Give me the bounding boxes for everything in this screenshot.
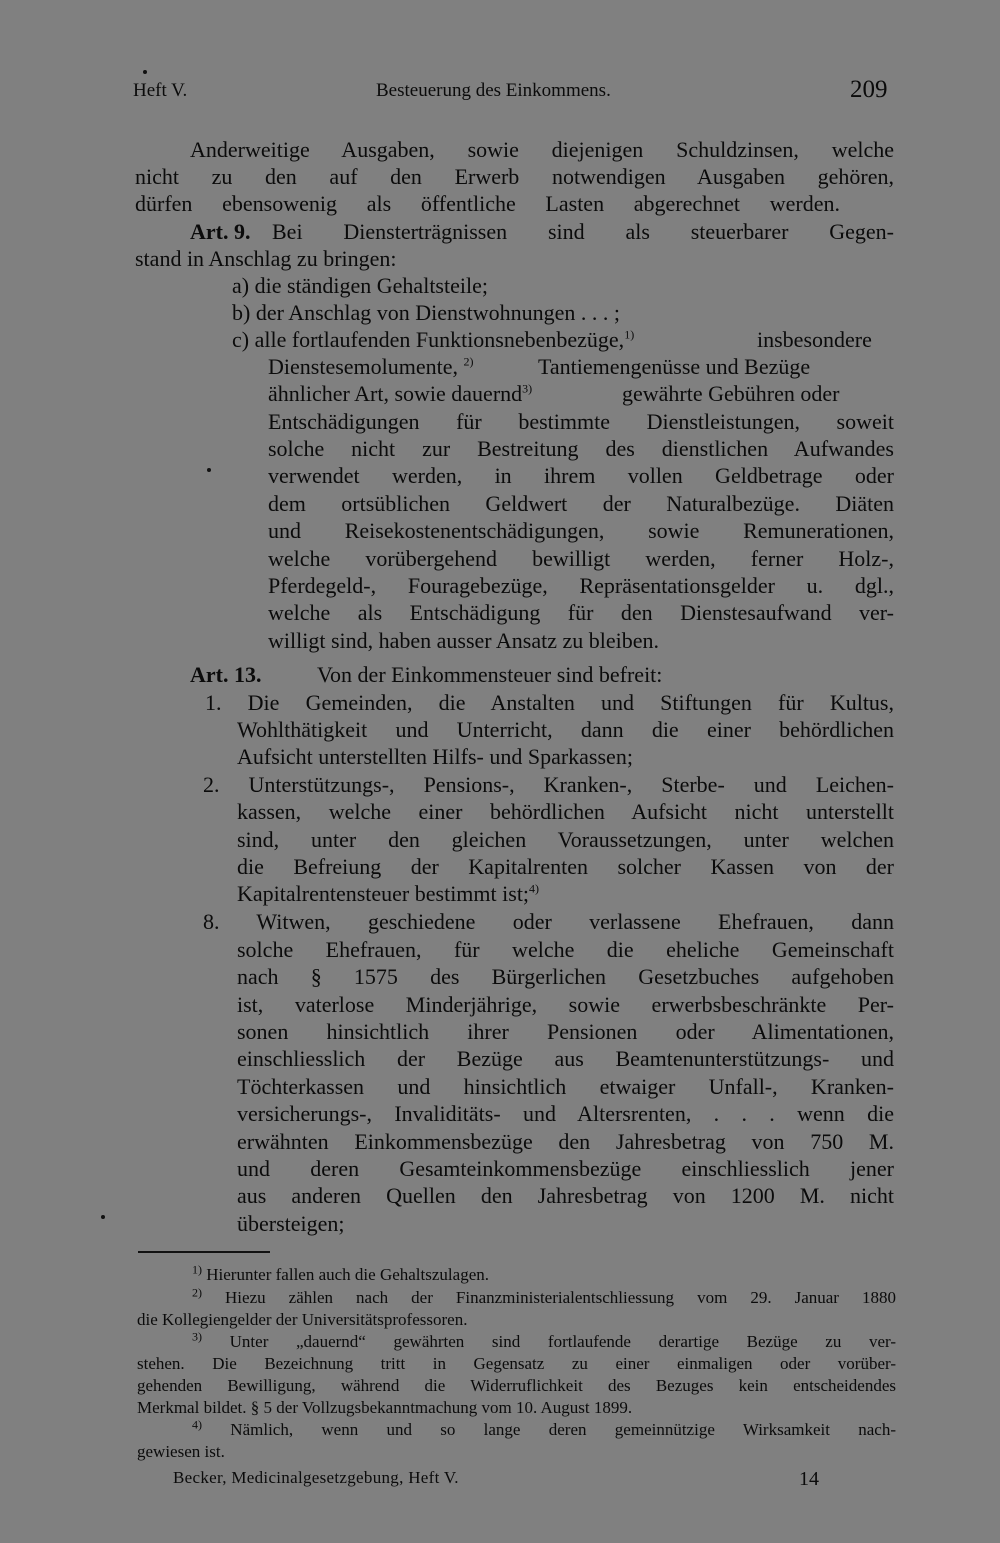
body-line: welche vorübergehend bewilligt werden, ferner Holz-,	[268, 546, 894, 571]
body-line-text: c) alle fortlaufenden Funktionsnebenbezüge,	[232, 327, 625, 352]
footnote-line: Merkmal bildet. § 5 der Vollzugsbekanntmachung vom 10. August 1899.	[137, 1398, 633, 1417]
body-line: verwendet werden, in ihrem vollen Geldbetrage oder	[268, 463, 894, 488]
body-line: versicherungs-, Invaliditäts- und Altersrenten, . . . wenn die	[237, 1101, 894, 1126]
footnote	[192, 1419, 896, 1440]
body-line: dem ortsüblichen Geldwert der Naturalbezüge. Diäten	[268, 491, 894, 516]
note-mark: 2)	[463, 354, 474, 369]
header-title: Besteuerung des Einkommens.	[376, 80, 611, 101]
body-line: und deren Gesamteinkommensbezüge einschliesslich jener	[237, 1156, 894, 1181]
body-line: Tantiemengenüsse und Bezüge	[538, 354, 811, 379]
body-line: Aufsicht unterstellten Hilfs- und Sparkassen;	[237, 744, 633, 769]
list-item: 8. Witwen, geschiedene oder verlassene Ehefrauen, dann	[203, 909, 894, 934]
body-line	[268, 380, 532, 407]
header-left: Heft V.	[133, 80, 188, 101]
body-line: stand in Anschlag zu bringen:	[135, 246, 397, 271]
list-item	[232, 326, 634, 353]
footnote-line: gehenden Bewilligung, während die Widerruflichkeit des Bezuges kein entscheidendes	[137, 1376, 896, 1395]
body-line: nach § 1575 des Bürgerlichen Gesetzbuches aufgehoben	[237, 964, 894, 989]
article-label: Art. 9.	[190, 219, 251, 244]
scan-speck	[207, 468, 211, 472]
body-line: einschliesslich der Bezüge aus Beamtenunterstützungs- und	[237, 1046, 894, 1071]
body-line: sind, unter den gleichen Voraussetzungen, unter welchen	[237, 827, 894, 852]
signature-line: Becker, Medicinalgesetzgebung, Heft V.	[173, 1468, 459, 1487]
footnote	[192, 1331, 896, 1352]
note-mark: 2)	[192, 1285, 202, 1300]
body-line-text: Dienstesemolumente,	[268, 354, 459, 379]
body-line: Anderweitige Ausgaben, sowie diejenigen Schuldzinsen, welche	[190, 137, 894, 162]
body-line: Töchterkassen und hinsichtlich etwaiger Unfall-, Kranken-	[237, 1074, 894, 1099]
footnote-line: stehen. Die Bezeichnung tritt in Gegensatz zu einer einmaligen oder vorüber-	[137, 1354, 896, 1373]
footnote-line: die Kollegiengelder der Universitätsprofessoren.	[137, 1310, 468, 1329]
list-item: a) die ständigen Gehaltsteile;	[232, 273, 488, 298]
scan-speck	[143, 70, 147, 74]
list-item: 1. Die Gemeinden, die Anstalten und Stiftungen für Kultus,	[205, 690, 894, 715]
note-mark: 1)	[192, 1262, 202, 1277]
note-mark: 4)	[192, 1417, 202, 1432]
body-line: dürfen ebensowenig als öffentliche Lasten abgerechnet werden.	[135, 191, 840, 216]
list-item: b) der Anschlag von Dienstwohnungen . . . ;	[232, 300, 620, 325]
footnote-text: Nämlich, wenn und so lange deren gemeinnützige Wirksamkeit nach-	[230, 1420, 897, 1439]
body-line: nicht zu den auf den Erwerb notwendigen Ausgaben gehören,	[135, 164, 894, 189]
body-line: ist, vaterlose Minderjährige, sowie erwerbsbeschränkte Per-	[237, 992, 894, 1017]
page-number: 209	[850, 76, 888, 103]
footnote-text: Unter „dauernd“ gewährten sind fortlaufende derartige Bezüge zu ver-	[229, 1332, 896, 1351]
body-line: Wohlthätigkeit und Unterricht, dann die einer behördlichen	[237, 717, 894, 742]
note-mark: 3)	[522, 381, 533, 396]
body-line: und Reisekostenentschädigungen, sowie Remunerationen,	[268, 518, 894, 543]
body-line: kassen, welche einer behördlichen Aufsicht nicht unterstellt	[237, 799, 894, 824]
body-line: solche Ehefrauen, für welche die eheliche Gemeinschaft	[237, 937, 894, 962]
body-line	[268, 353, 474, 380]
body-line: Von der Einkommensteuer sind befreit:	[317, 662, 663, 687]
body-line-text: ähnlicher Art, sowie dauernd	[268, 381, 523, 406]
body-line: Pferdegeld-, Fouragebezüge, Repräsentationsgelder u. dgl.,	[268, 573, 894, 598]
body-line: übersteigen;	[237, 1211, 345, 1236]
body-line	[237, 880, 539, 907]
sheet-number: 14	[799, 1468, 819, 1490]
footnote	[192, 1264, 489, 1285]
body-line: Entschädigungen für bestimmte Dienstleistungen, soweit	[268, 409, 894, 434]
footnote-text: Hiezu zählen nach der Finanzministerialentschliessung vom 29. Januar 1880	[225, 1288, 896, 1307]
body-line: sonen hinsichtlich ihrer Pensionen oder Alimentationen,	[237, 1019, 894, 1044]
list-item: 2. Unterstützungs-, Pensions-, Kranken-, Sterbe- und Leichen-	[203, 772, 894, 797]
footnote	[192, 1287, 896, 1308]
body-line: insbesondere	[757, 327, 872, 352]
body-line: erwähnten Einkommensbezüge den Jahresbetrag von 750 M.	[237, 1129, 894, 1154]
footnote-line: gewiesen ist.	[137, 1442, 225, 1461]
body-line: die Befreiung der Kapitalrenten solcher Kassen von der	[237, 854, 894, 879]
body-line: Bei Diensterträgnissen sind als steuerbarer Gegen-	[272, 219, 894, 244]
scan-speck	[101, 1215, 105, 1219]
body-line: gewährte Gebühren oder	[622, 381, 840, 406]
article-label: Art. 13.	[190, 662, 262, 687]
note-mark: 3)	[192, 1329, 202, 1344]
footnote-rule	[138, 1251, 270, 1253]
body-line: welche als Entschädigung für den Dienstesaufwand ver-	[268, 600, 894, 625]
body-line: willigt sind, haben ausser Ansatz zu bleiben.	[268, 628, 660, 653]
note-mark: 1)	[624, 327, 635, 342]
body-line: aus anderen Quellen den Jahresbetrag von 1200 M. nicht	[237, 1183, 894, 1208]
footnote-text: Hierunter fallen auch die Gehaltszulagen.	[206, 1265, 489, 1284]
body-line-text: Kapitalrentensteuer bestimmt ist;	[237, 881, 530, 906]
note-mark: 4)	[529, 881, 540, 896]
body-line: solche nicht zur Bestreitung des dienstlichen Aufwandes	[268, 436, 894, 461]
